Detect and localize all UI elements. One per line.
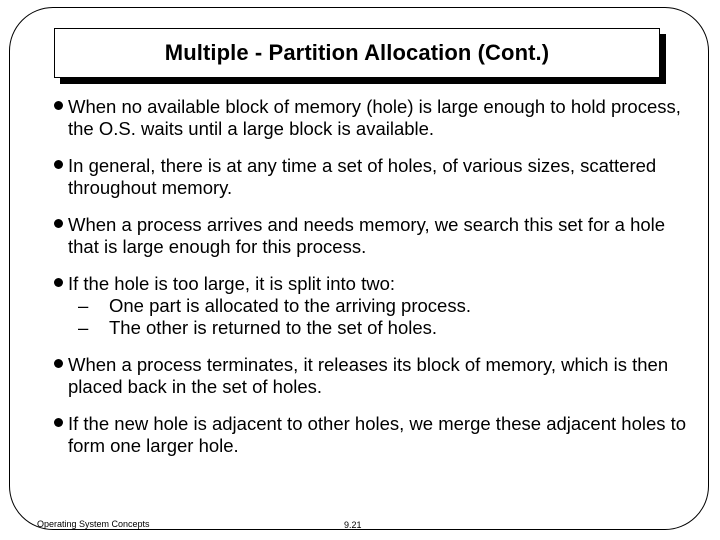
- bullet-dot-icon: [54, 160, 63, 169]
- bullet-list: [50, 96, 690, 472]
- footer-course-name: Operating System Concepts: [37, 519, 150, 529]
- bullet-text: If the hole is too large, it is split into two:: [68, 273, 395, 294]
- bullet-item: [50, 354, 690, 398]
- bullet-text: In general, there is at any time a set of holes, of various sizes, scattered throughout memory.: [68, 155, 657, 198]
- bullet-item: [50, 155, 690, 199]
- sub-bullet-list: [68, 295, 690, 339]
- bullet-dot-icon: [54, 278, 63, 287]
- bullet-dot-icon: [54, 219, 63, 228]
- bullet-dot-icon: [54, 359, 63, 368]
- bullet-item: [50, 413, 690, 457]
- bullet-text: When a process arrives and needs memory, we search this set for a hole that is large enough for this process.: [68, 214, 666, 257]
- bullet-dot-icon: [54, 418, 63, 427]
- bullet-item: [50, 96, 690, 140]
- bullet-text: If the new hole is adjacent to other holes, we merge these adjacent holes to form one larger hole.: [68, 413, 687, 456]
- sub-bullet-item: [68, 317, 690, 339]
- sub-bullet-text: The other is returned to the set of holes.: [109, 317, 438, 338]
- dash-marker: –: [78, 317, 89, 338]
- bullet-item: [50, 214, 690, 258]
- footer-page-number: 9.21: [344, 520, 362, 530]
- sub-bullet-item: [68, 295, 690, 317]
- bullet-dot-icon: [54, 101, 63, 110]
- title-box: [54, 28, 660, 78]
- bullet-item: [50, 273, 690, 339]
- sub-bullet-text: One part is allocated to the arriving process.: [109, 295, 471, 316]
- slide-title: Multiple - Partition Allocation (Cont.): [164, 40, 550, 65]
- bullet-text: When a process terminates, it releases its block of memory, which is then placed back in the set of holes.: [68, 354, 669, 397]
- bullet-text: When no available block of memory (hole) is large enough to hold process, the O.S. waits until a large block is available.: [68, 96, 681, 139]
- dash-marker: –: [78, 295, 89, 316]
